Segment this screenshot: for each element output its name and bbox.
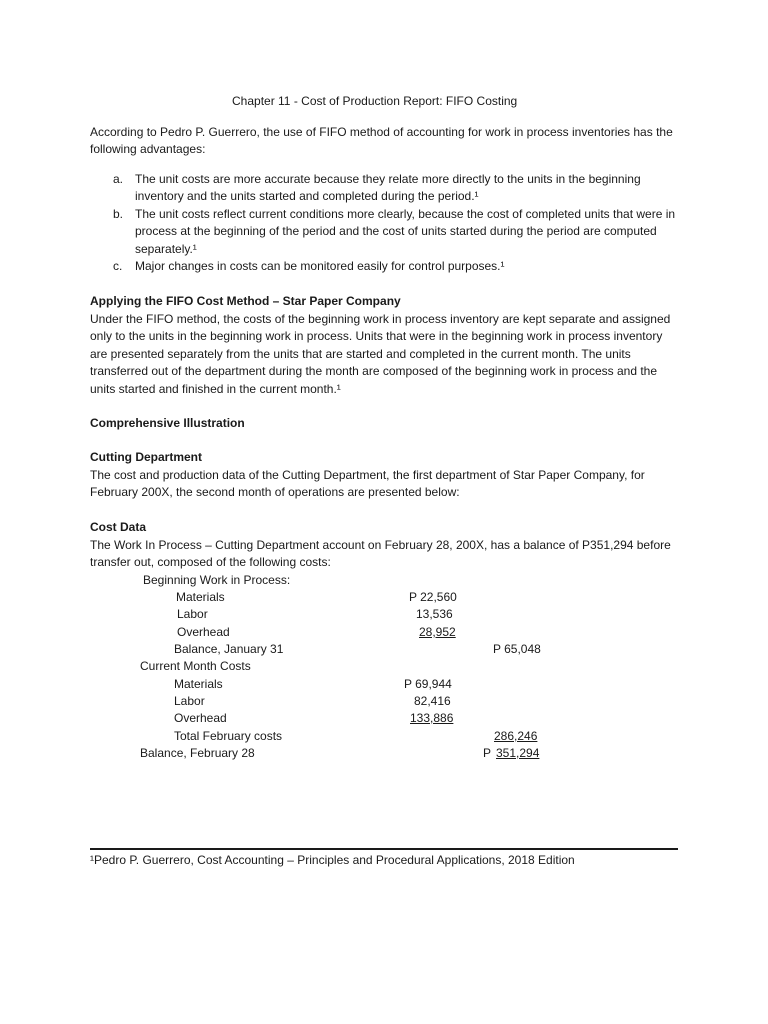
chapter-title: Chapter 11 - Cost of Production Report: FIFO Costing (232, 94, 518, 108)
total-feb-amount: 286,246 (494, 729, 538, 743)
balance-jan-amount: P 65,048 (493, 642, 541, 656)
bw-materials-label: Materials (176, 590, 225, 604)
bw-materials-amount: P 22,560 (409, 590, 457, 604)
list-text: The unit costs reflect current conditions more clearly, because the cost of completed units that were in process at the beginning of the period and the cost of units started during the period are computed separately.¹ (135, 206, 676, 256)
comprehensive-heading: Comprehensive Illustration (90, 416, 245, 430)
cost-data-heading: Cost Data (90, 520, 147, 534)
beginning-wip-label: Beginning Work in Process: (143, 573, 291, 587)
fifo-paragraph: Under the FIFO method, the costs of the beginning work in process inventory are kept separate and assigned only to the units in the beginning work in process. Units that were in the beginning work in process inventory are presented separately from the units that are started and completed in the current month. The units transferred out of the department during the month are composed of the beginning work in process and the units started and finished in the current month.¹ (90, 312, 671, 396)
balance-feb-label: Balance, February 28 (140, 746, 255, 760)
cm-overhead-label: Overhead (174, 711, 227, 725)
list-text: The unit costs are more accurate because they relate more directly to the units in the beginning inventory and the units started and completed during the period.¹ (135, 172, 641, 204)
list-marker: a. (113, 172, 124, 186)
balance-feb-amount: 351,294 (496, 746, 540, 760)
total-feb-label: Total February costs (174, 729, 283, 743)
footnote: ¹Pedro P. Guerrero, Cost Accounting – Principles and Procedural Applications, 2018 Edition (90, 853, 575, 867)
cutting-heading: Cutting Department (90, 450, 202, 464)
cm-materials-amount: P 69,944 (404, 677, 452, 691)
cm-overhead-amount: 133,886 (410, 711, 454, 725)
cost-data-paragraph: The Work In Process – Cutting Department account on February 28, 200X, has a balance of P351,294 before transfer out, composed of the following costs: (90, 538, 671, 570)
cm-labor-label: Labor (174, 694, 205, 708)
fifo-heading: Applying the FIFO Cost Method – Star Paper Company (90, 294, 401, 308)
bw-overhead-label: Overhead (177, 625, 230, 639)
bw-overhead-amount: 28,952 (419, 625, 456, 639)
cm-materials-label: Materials (174, 677, 223, 691)
list-marker: c. (113, 259, 123, 274)
list-text: Major changes in costs can be monitored easily for control purposes.¹ (135, 259, 505, 274)
bw-labor-label: Labor (177, 607, 208, 621)
bw-labor-amount: 13,536 (416, 607, 453, 621)
footnote-divider (90, 848, 678, 850)
advantage-item (90, 258, 690, 275)
advantage-item (90, 171, 690, 206)
list-marker: b. (113, 206, 124, 221)
balance-jan-label: Balance, January 31 (174, 642, 284, 656)
cm-labor-amount: 82,416 (414, 694, 451, 708)
balance-feb-currency: P (483, 746, 492, 760)
cutting-paragraph: The cost and production data of the Cutting Department, the first department of Star Paper Company, for February 200X, the second month of operations are presented below: (90, 468, 645, 500)
advantage-item (90, 206, 690, 258)
current-month-label: Current Month Costs (140, 659, 251, 673)
advantages-list (90, 171, 690, 275)
intro-paragraph: According to Pedro P. Guerrero, the use of FIFO method of accounting for work in process inventories has the following advantages: (90, 125, 673, 157)
